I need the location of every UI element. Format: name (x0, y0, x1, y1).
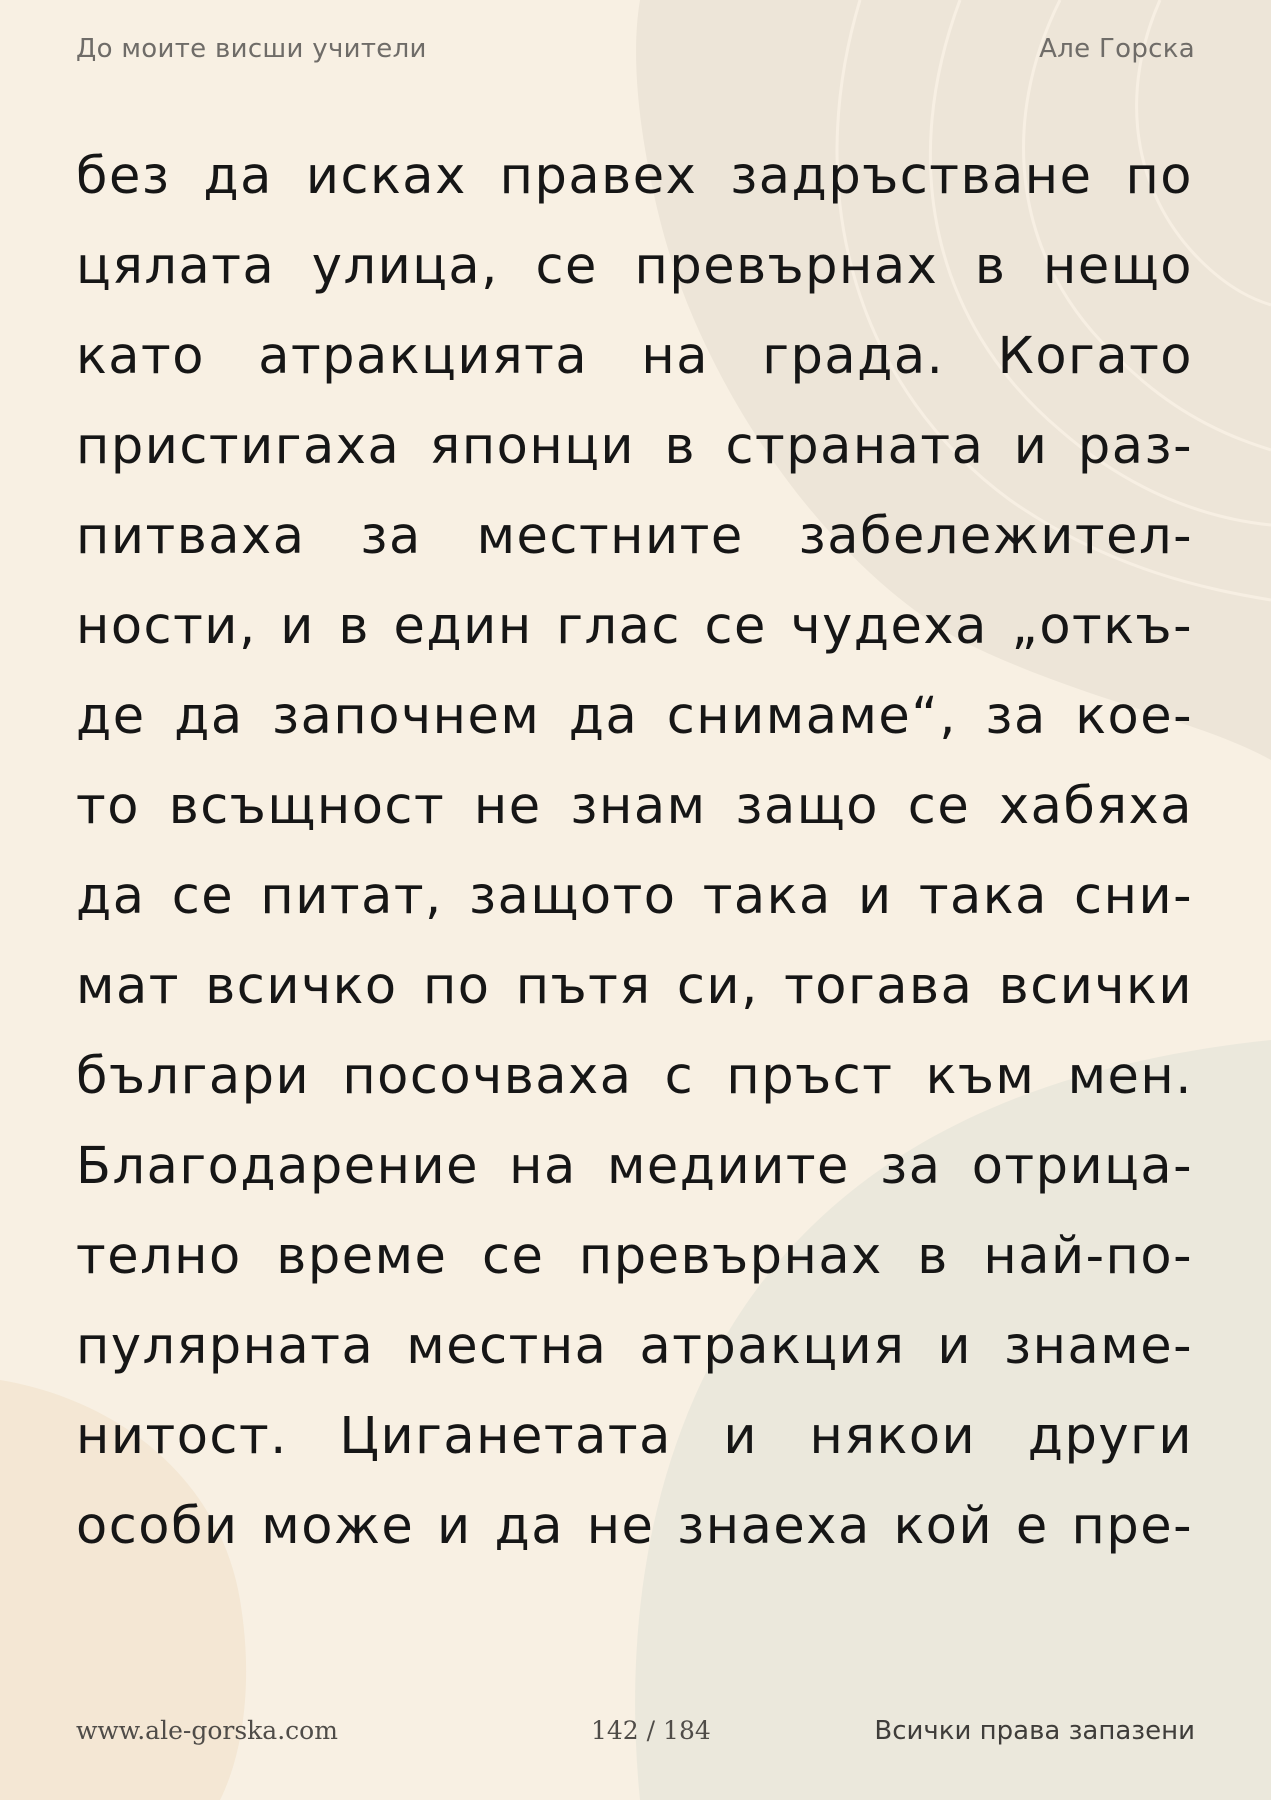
footer-website: www.ale-gorska.com (76, 1716, 338, 1745)
text-line: да се питат, защото така и така сни- (76, 867, 1193, 926)
running-header-author: Але Горска (1039, 34, 1195, 64)
text-line: ности, и в един глас се чудеха „откъ- (76, 597, 1193, 656)
text-line: пулярната местна атракция и знаме- (76, 1317, 1193, 1376)
text-line: без да исках правех задръстване по (76, 147, 1193, 206)
text-line: българи посочваха с пръст към мен. (76, 1047, 1193, 1106)
footer-copyright: Всички права запазени (874, 1716, 1195, 1746)
text-line: то всъщност не знам защо се хабяха (76, 777, 1193, 836)
text-line: цялата улица, се превърнах в нещо (76, 237, 1193, 296)
text-line: мат всичко по пътя си, тогава всички (76, 957, 1193, 1016)
text-line: де да започнем да снимаме“, за кое- (76, 687, 1193, 746)
text-line: особи може и да не знаеха кой е пре- (76, 1497, 1193, 1556)
page-number: 142 / 184 (591, 1716, 711, 1745)
text-line: пристигаха японци в страната и раз- (76, 417, 1193, 476)
text-line: телно време се превърнах в най-по- (76, 1227, 1193, 1286)
text-line: нитост. Циганетата и някои други (76, 1407, 1193, 1466)
text-line: питваха за местните забележител- (76, 507, 1193, 566)
body-paragraph (76, 132, 1193, 1572)
running-header-title: До моите висши учители (76, 34, 427, 64)
text-line: Благодарение на медиите за отрица- (76, 1137, 1193, 1196)
text-line: като атракцията на града. Когато (76, 327, 1193, 386)
